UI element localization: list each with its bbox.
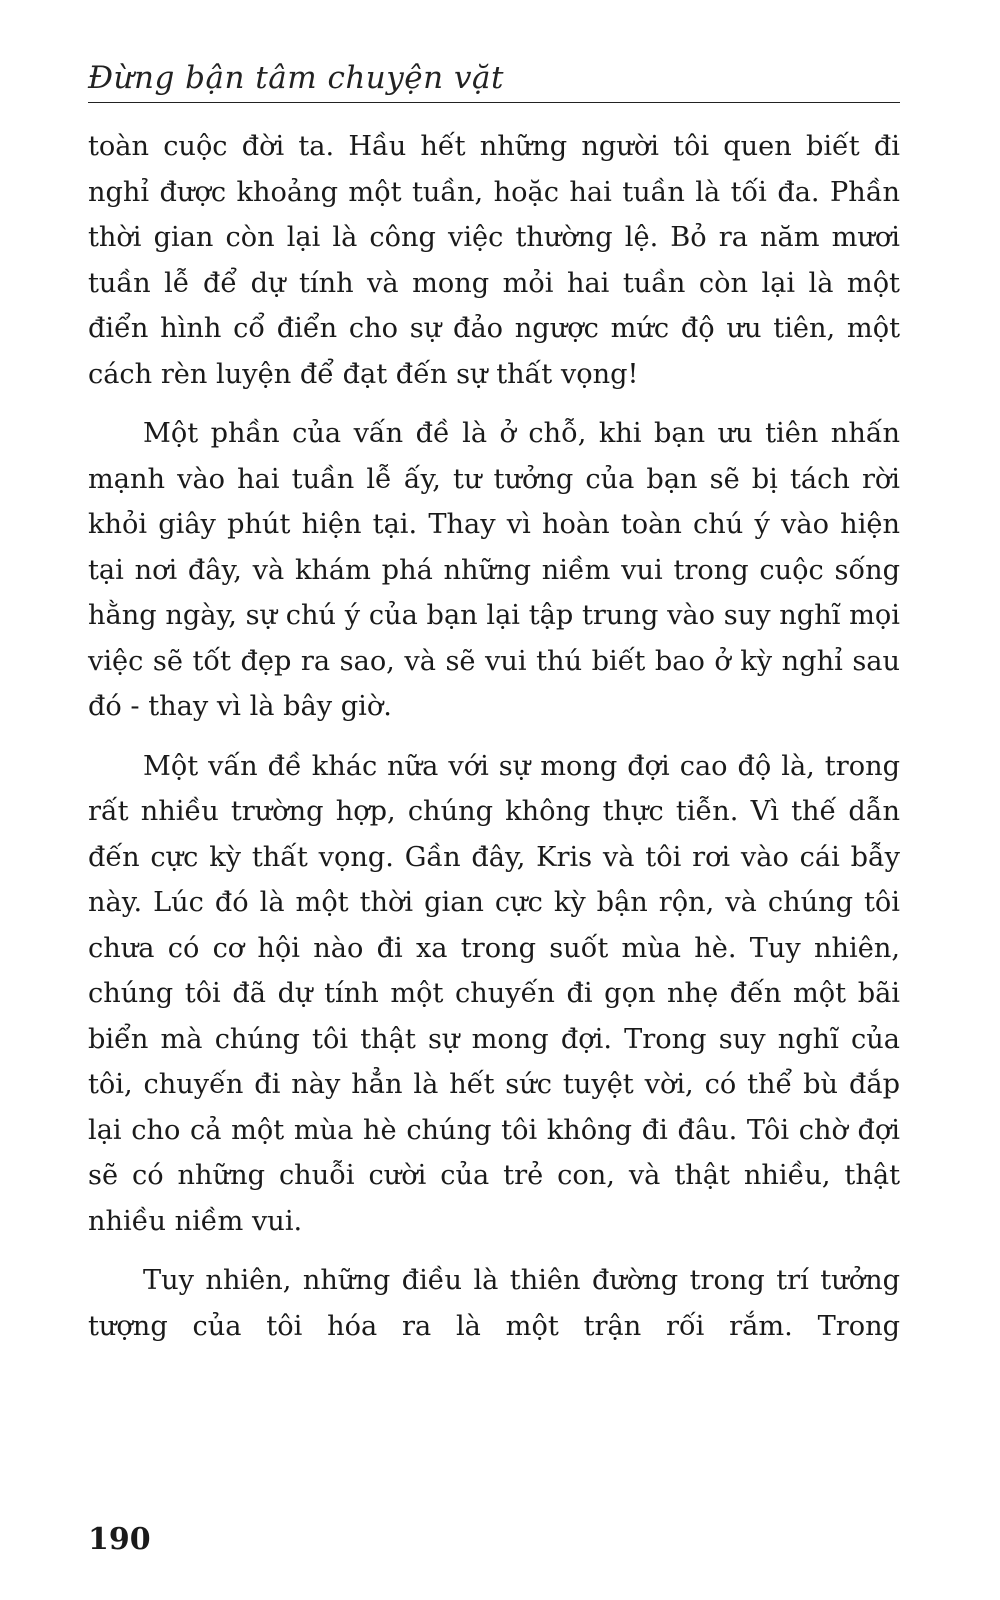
paragraph: Một vấn đề khác nữa với sự mong đợi cao độ là, trong rất nhiều trường hợp, chúng không thực tiễn. Vì thế dẫn đến cực kỳ thất vọng. Gần đây, Kris và tôi rơi vào cái bẫy này. Lúc đó là một thời gian cực kỳ bận rộn, và chúng tôi chưa có cơ hội nào đi xa trong suốt mùa hè. Tuy nhiên, chúng tôi đã dự tính một chuyến đi gọn nhẹ đến một bãi biển mà chúng tôi thật sự mong đợi. Trong suy nghĩ của tôi, chuyến đi này hẳn là hết sức tuyệt vời, có thể bù đắp lại cho cả một mùa hè chúng tôi không đi đâu. Tôi chờ đợi sẽ có những chuỗi cười của trẻ con, và thật nhiều, thật nhiều niềm vui. (88, 750, 900, 1237)
paragraph-continues: Tuy nhiên, những điều là thiên đường trong trí tưởng tượng của tôi hóa ra là một trận rối rắm. Trong (88, 1265, 900, 1342)
paragraph: Một phần của vấn đề là ở chỗ, khi bạn ưu tiên nhấn mạnh vào hai tuần lễ ấy, tư tưởng của bạn sẽ bị tách rời khỏi giây phút hiện tại. Thay vì hoàn toàn chú ý vào hiện tại nơi đây, và khám phá những niềm vui trong cuộc sống hằng ngày, sự chú ý của bạn lại tập trung vào suy nghĩ mọi việc sẽ tốt đẹp ra sao, và sẽ vui thú biết bao ở kỳ nghỉ sau đó - thay vì là bây giờ. (88, 418, 900, 722)
body-text (88, 124, 900, 1363)
running-title: Đừng bận tâm chuyện vặt (88, 60, 504, 96)
running-header (88, 52, 900, 103)
paragraph-continued: toàn cuộc đời ta. Hầu hết những người tôi quen biết đi nghỉ được khoảng một tuần, hoặc hai tuần là tối đa. Phần thời gian còn lại là công việc thường lệ. Bỏ ra năm mươi tuần lễ để dự tính và mong mỏi hai tuần còn lại là một điển hình cổ điển cho sự đảo ngược mức độ ưu tiên, một cách rèn luyện để đạt đến sự thất vọng! (88, 131, 900, 390)
page-number: 190 (88, 1522, 151, 1557)
